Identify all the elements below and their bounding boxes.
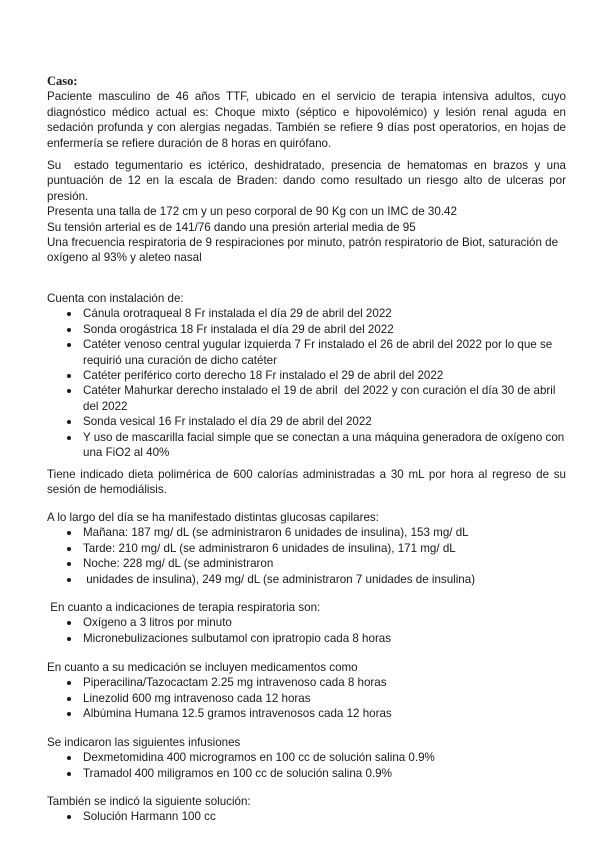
text-line: Su estado tegumentario es ictérico, deshidratado, presencia de hematomas en brazos y una	[47, 159, 566, 172]
bullet-icon	[67, 389, 71, 393]
bullet-icon	[67, 547, 71, 551]
solution-intro: También se indicó la siguiente solución:	[47, 795, 251, 808]
bullet-icon	[67, 712, 71, 716]
medication-list	[47, 675, 566, 721]
infusions-section	[47, 735, 566, 781]
list-item: Piperacilina/Tazocactam 2.25 mg intravenoso cada 8 horas	[47, 675, 566, 690]
medication-section	[47, 660, 566, 722]
medication-intro: En cuanto a su medicación se incluyen medicamentos como	[47, 661, 358, 674]
bullet-icon	[67, 312, 71, 316]
text-line: Presenta una talla de 172 cm y un peso corporal de 90 Kg con un IMC de 30.42	[47, 205, 457, 219]
bullet-icon	[67, 436, 71, 440]
glucose-list	[47, 525, 566, 587]
glucose-section	[47, 510, 566, 587]
bullet-icon	[67, 562, 71, 566]
bullet-icon	[67, 637, 71, 641]
text-line: Paciente masculino de 46 años TTF, ubicado en el servicio de terapia intensiva adultos, cuyo	[47, 90, 566, 104]
list-item: Catéter venoso central yugular izquierda 7 Fr instalado el 26 de abril del 2022 por lo que se requirió una curación de dicho catéter	[47, 337, 566, 368]
text-line: enfermería se refiere duración de 8 horas en quirófano.	[47, 136, 332, 150]
devices-list	[47, 306, 566, 460]
list-item: Albúmina Humana 12.5 gramos intravenosos cada 12 horas	[47, 706, 566, 721]
list-item: Mañana: 187 mg/ dL (se administraron 6 unidades de insulina), 153 mg/ dL	[47, 525, 566, 540]
case-intro-paragraph	[47, 89, 566, 151]
list-item: unidades de insulina), 249 mg/ dL (se administraron 7 unidades de insulina)	[47, 572, 566, 587]
text-line: diagnóstico médico actual es: Choque mixto (séptico e hipovolémico) y lesión renal aguda en	[47, 105, 566, 119]
list-item: Tramadol 400 miligramos en 100 cc de solución salina 0.9%	[47, 766, 566, 781]
text-line: puntuación de 12 en la escala de Braden: dando como resultado un riesgo alto de ulceras por	[47, 174, 566, 188]
list-item: Solución Harmann 100 cc	[47, 809, 566, 824]
text-line: presión.	[47, 189, 89, 203]
list-item: Catéter Mahurkar derecho instalado el 19 de abril del 2022 y con curación el día 30 de abril del 2022	[47, 383, 566, 414]
case-heading: Caso:	[47, 74, 78, 88]
bullet-icon	[67, 681, 71, 685]
solution-list	[47, 809, 566, 824]
devices-section	[47, 291, 566, 460]
list-item: Sonda vesical 16 Fr instalado el día 29 de abril del 2022	[47, 414, 566, 429]
text-line: Su tensión arterial es de 141/76 dando una presión arterial media de 95	[47, 220, 416, 234]
text-line: Una frecuencia respiratoria de 9 respiraciones por minuto, patrón respiratorio de Biot, saturación de	[47, 236, 559, 250]
list-item: Sonda orogástrica 18 Fr instalada el día 29 de abril del 2022	[47, 322, 566, 337]
list-item: Noche: 228 mg/ dL (se administraron	[47, 556, 566, 571]
diet-paragraph	[47, 467, 566, 498]
bullet-icon	[67, 756, 71, 760]
bullet-icon	[67, 420, 71, 424]
respiratory-list	[47, 615, 566, 646]
skin-section	[47, 158, 566, 266]
bullet-icon	[67, 697, 71, 701]
list-item: Cánula orotraqueal 8 Fr instalada el día 29 de abril del 2022	[47, 306, 566, 321]
list-item: Tarde: 210 mg/ dL (se administraron 6 unidades de insulina), 171 mg/ dL	[47, 541, 566, 556]
list-item: Dexmetomidina 400 microgramos en 100 cc de solución salina 0.9%	[47, 750, 566, 765]
bullet-icon	[67, 815, 71, 819]
text-line: sedación profunda y con alergias negadas. También se refiere 9 días post operatorios, en hojas de	[47, 121, 566, 135]
respiratory-section	[47, 600, 566, 646]
infusions-intro: Se indicaron las siguientes infusiones	[47, 736, 241, 749]
bullet-icon	[67, 531, 71, 535]
bullet-icon	[67, 374, 71, 378]
glucose-intro: A lo largo del día se ha manifestado distintas glucosas capilares:	[47, 511, 379, 524]
text-line: Tiene indicado dieta polimérica de 600 calorías administradas a 30 mL por hora al regreso de su	[47, 468, 566, 481]
bullet-icon	[67, 621, 71, 625]
case-section	[47, 74, 566, 151]
solution-section	[47, 794, 566, 825]
infusions-list	[47, 750, 566, 781]
respiratory-intro: En cuanto a indicaciones de terapia respiratoria son:	[47, 601, 321, 614]
list-item: Micronebulizaciones sulbutamol con ipratropio cada 8 horas	[47, 631, 566, 646]
list-item: Y uso de mascarilla facial simple que se conectan a una máquina generadora de oxígeno con una FiO2 al 40%	[47, 430, 566, 461]
text-line: oxígeno al 93% y aleteo nasal	[47, 251, 202, 265]
diet-section	[47, 467, 566, 498]
list-item: Oxígeno a 3 litros por minuto	[47, 615, 566, 630]
list-item: Catéter periférico corto derecho 18 Fr instalado el 29 de abril del 2022	[47, 368, 566, 383]
text-line: sesión de hemodiálisis.	[47, 483, 167, 497]
devices-intro: Cuenta con instalación de:	[47, 292, 184, 305]
skin-paragraph	[47, 158, 566, 204]
bullet-icon	[67, 772, 71, 776]
list-item: Linezolid 600 mg intravenoso cada 12 horas	[47, 691, 566, 706]
bullet-icon	[67, 578, 71, 582]
vitals-paragraph	[47, 204, 566, 266]
bullet-icon	[67, 343, 71, 347]
bullet-icon	[67, 328, 71, 332]
